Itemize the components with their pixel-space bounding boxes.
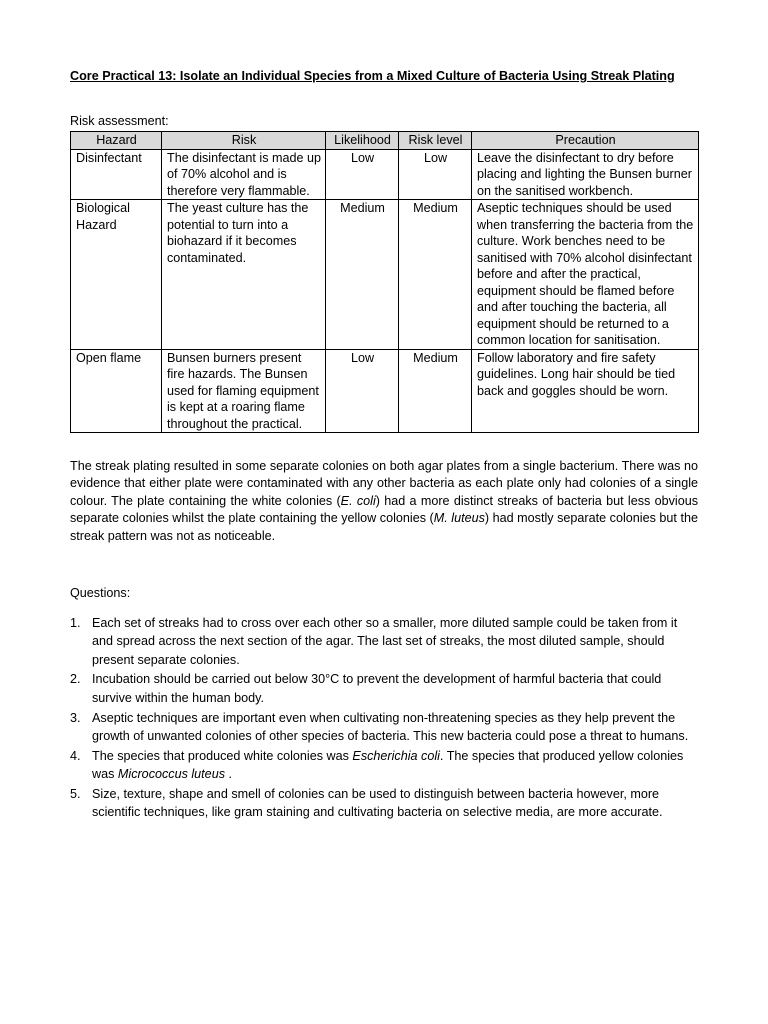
- questions-heading: Questions:: [70, 586, 131, 601]
- cell-risk: The yeast culture has the potential to turn into a biohazard if it becomes contaminated.: [162, 200, 326, 350]
- list-item: [70, 747, 698, 784]
- header-risk-level: Risk level: [399, 132, 472, 150]
- species-e-coli: E. coli: [340, 493, 376, 508]
- question-number: 1.: [70, 615, 81, 630]
- results-text-part3: ) had mostly separate colonies but the streak pattern was not as noticeable.: [70, 511, 698, 543]
- question-number: 5.: [70, 786, 81, 801]
- table-row: [71, 149, 699, 200]
- answer-text-part2: . The species that produced yellow colonies was: [92, 748, 684, 782]
- header-precaution: Precaution: [472, 132, 699, 150]
- question-number: 4.: [70, 748, 81, 763]
- species-escherichia-coli: Escherichia coli: [352, 748, 440, 763]
- table-row: [71, 200, 699, 350]
- table-header-row: [71, 132, 699, 150]
- cell-precaution: Leave the disinfectant to dry before placing and lighting the Bunsen burner on the sanitised workbench.: [472, 149, 699, 200]
- results-text-part1: The streak plating resulted in some separate colonies on both agar plates from a single bacterium. There was no evidence that either plate were contaminated with any other bacteria as each plate only had colonies of a single colour. The plate containing the white colonies (: [70, 459, 698, 508]
- cell-risk: Bunsen burners present fire hazards. The Bunsen used for flaming equipment is kept at a roaring flame throughout the practical.: [162, 349, 326, 433]
- question-number: 2.: [70, 672, 81, 687]
- cell-risk-level: Medium: [399, 200, 472, 350]
- species-micrococcus-luteus: Micrococcus luteus: [117, 767, 225, 782]
- cell-risk-level: Low: [399, 149, 472, 200]
- list-item: [70, 709, 698, 746]
- answer-text: Aseptic techniques are important even when cultivating non-threatening species as they help prevent the growth of unwanted colonies of other species of bacteria. This new bacteria could pose a threat to humans.: [92, 710, 689, 744]
- cell-risk-level: Medium: [399, 349, 472, 433]
- list-item: [70, 670, 698, 707]
- results-text-part2: ) had a more distinct streaks of bacteria but less obvious separate colonies whilst the plate containing the yellow colonies (: [70, 493, 699, 526]
- cell-hazard: Disinfectant: [71, 149, 162, 200]
- cell-risk: The disinfectant is made up of 70% alcohol and is therefore very flammable.: [162, 149, 326, 200]
- header-likelihood: Likelihood: [326, 132, 399, 150]
- cell-precaution: Follow laboratory and fire safety guidelines. Long hair should be tied back and goggles should be worn.: [472, 349, 699, 433]
- document-title: Core Practical 13: Isolate an Individual Species from a Mixed Culture of Bacteria Using Streak Plating: [70, 69, 675, 83]
- header-risk: Risk: [162, 132, 326, 150]
- question-number: 3.: [70, 710, 81, 725]
- answer-text-part3: .: [225, 767, 232, 782]
- list-item: [70, 785, 698, 822]
- document-page: [70, 68, 698, 823]
- risk-assessment-label: Risk assessment:: [70, 113, 169, 128]
- risk-assessment-table: [70, 131, 699, 433]
- cell-hazard: Biological Hazard: [71, 200, 162, 350]
- cell-hazard: Open flame: [71, 349, 162, 433]
- cell-precaution: Aseptic techniques should be used when transferring the bacteria from the culture. Work benches need to be sanitised with 70% alcohol disinfectant before and after the practical, equipment should be flamed before and after touching the bacteria, all equipment should be returned to a common location for sanitisation.: [472, 200, 699, 350]
- species-m-luteus: M. luteus: [433, 511, 485, 526]
- results-paragraph: [70, 458, 698, 545]
- answer-text-part1: The species that produced white colonies was: [92, 748, 353, 763]
- answer-text: Incubation should be carried out below 30°C to prevent the development of harmful bacteria that could survive within the human body.: [92, 672, 662, 705]
- header-hazard: Hazard: [71, 132, 162, 150]
- cell-likelihood: Low: [326, 149, 399, 200]
- answer-text: Size, texture, shape and smell of colonies can be used to distinguish between bacteria however, more scientific techniques, like gram staining and cultivating bacteria on selective media, are more accurate.: [92, 786, 663, 820]
- cell-likelihood: Medium: [326, 200, 399, 350]
- questions-list: [70, 614, 698, 823]
- table-row: [71, 349, 699, 433]
- answer-text: Each set of streaks had to cross over each other so a smaller, more diluted sample could be taken from it and spread across the next section of the agar. The last set of streaks, the most diluted sample, should present separate colonies.: [92, 615, 678, 667]
- list-item: [70, 614, 698, 670]
- cell-likelihood: Low: [326, 349, 399, 433]
